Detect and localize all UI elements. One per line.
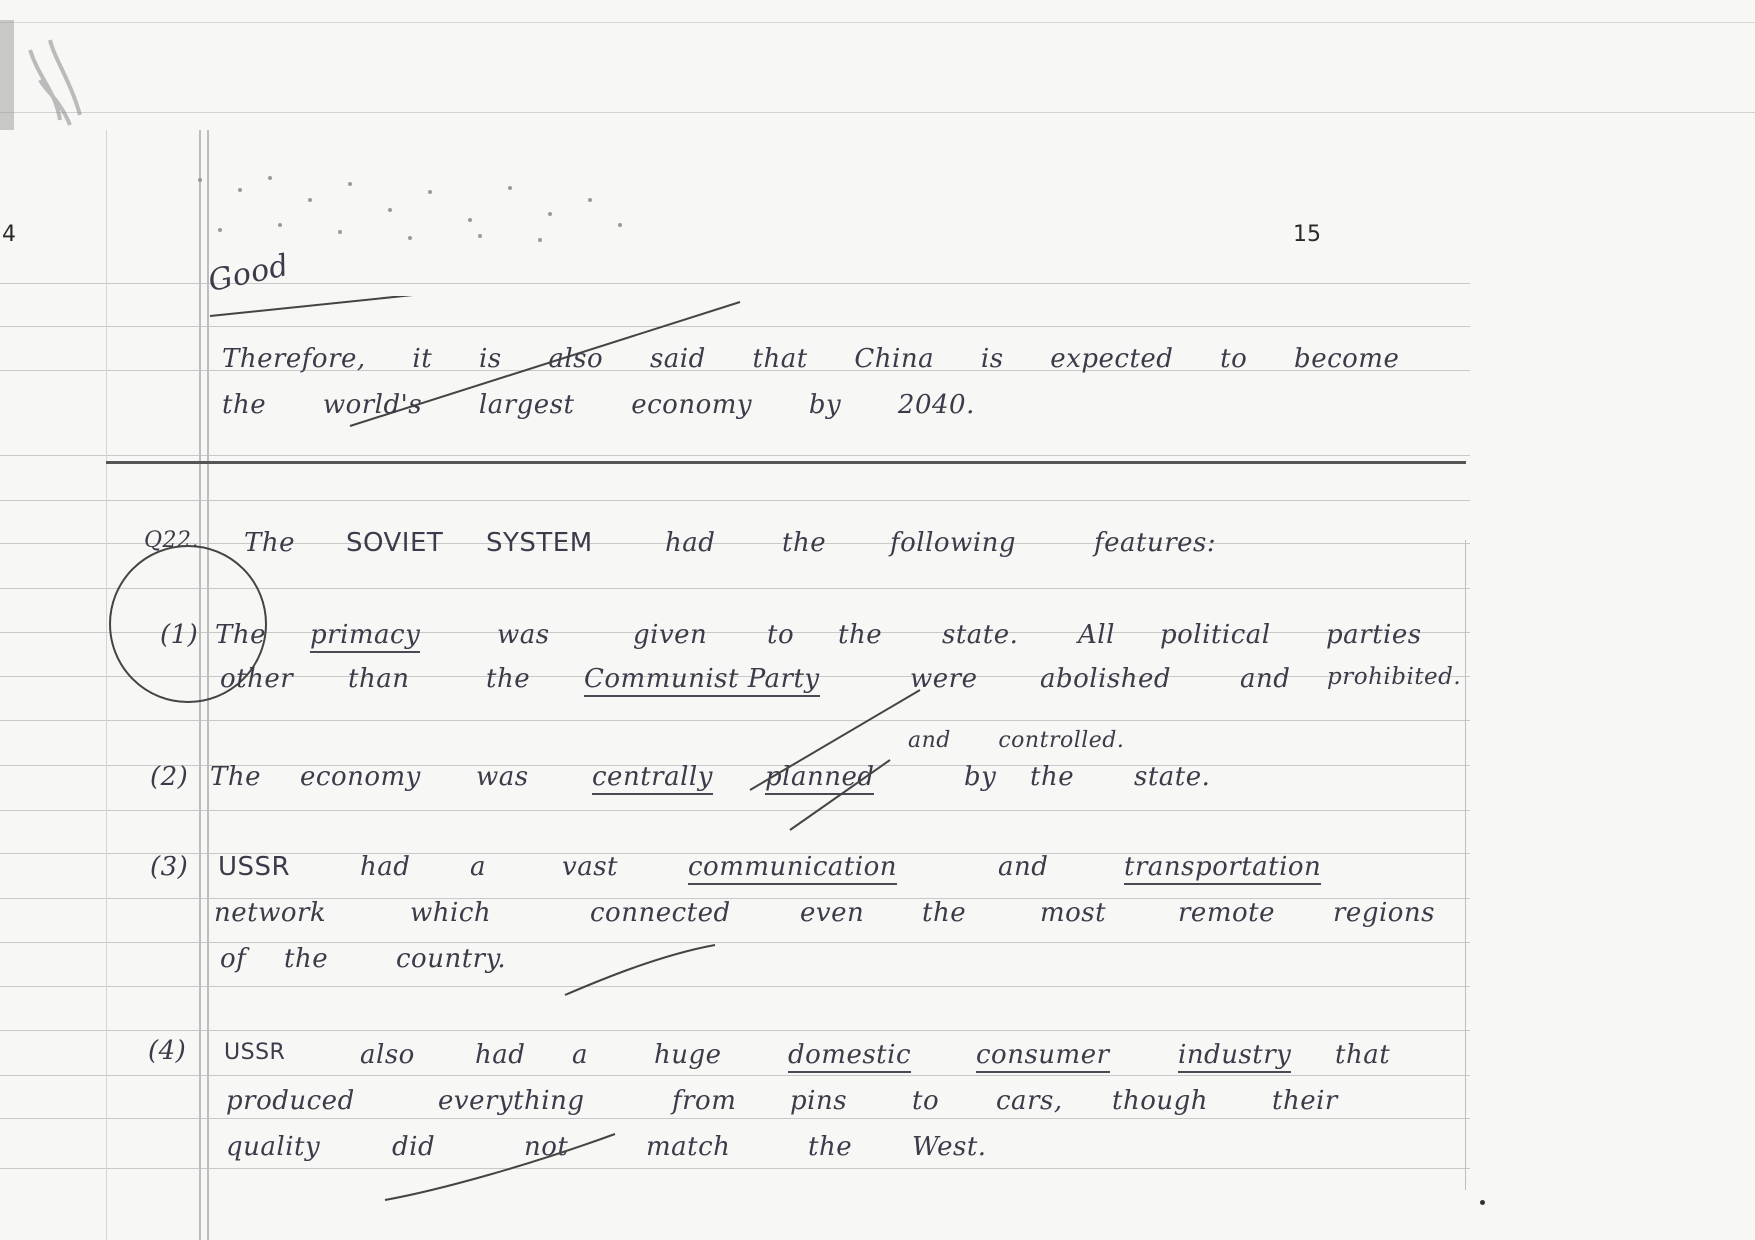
word: even <box>800 898 865 928</box>
word: connected <box>590 898 731 928</box>
word: was <box>476 762 529 792</box>
word: Communist Party <box>584 664 820 697</box>
grader-mark: Good <box>205 247 293 300</box>
heading-word: had <box>665 528 716 558</box>
word: The <box>215 620 266 650</box>
point-number: (2) <box>150 762 189 792</box>
word: The <box>210 762 261 792</box>
word: quality <box>226 1132 321 1162</box>
word: political <box>1160 620 1271 650</box>
word: parties <box>1326 620 1422 650</box>
text-line: Therefore, it is also said that China is expected to become <box>222 344 1400 374</box>
word: network <box>214 898 327 928</box>
word: were <box>910 664 978 694</box>
heading-word: SYSTEM <box>486 528 593 558</box>
word: primacy <box>310 620 420 653</box>
word: the <box>1030 762 1075 792</box>
question-label: Q22. <box>144 528 200 553</box>
word: other <box>220 664 294 694</box>
word: USSR <box>224 1040 286 1065</box>
word: to <box>767 620 795 650</box>
word: the <box>486 664 531 694</box>
word: industry <box>1178 1040 1291 1073</box>
point-number: (4) <box>148 1036 187 1066</box>
word: West. <box>912 1132 987 1162</box>
word: not <box>524 1132 569 1162</box>
word: the <box>808 1132 853 1162</box>
word: had <box>475 1040 526 1070</box>
word: pins <box>790 1086 848 1116</box>
word: consumer <box>976 1040 1110 1073</box>
word: that <box>1335 1040 1391 1070</box>
word: and <box>998 852 1049 882</box>
word: also <box>360 1040 415 1070</box>
word: country. <box>396 944 507 974</box>
word: communication <box>688 852 897 885</box>
word: state. <box>1134 762 1211 792</box>
word: from <box>672 1086 737 1116</box>
word: economy <box>300 762 421 792</box>
word: to <box>912 1086 940 1116</box>
insert-annotation: and controlled. <box>908 728 1125 753</box>
word: of <box>220 944 247 974</box>
grader-tick-line <box>560 940 720 1000</box>
word: than <box>348 664 410 694</box>
word: which <box>410 898 492 928</box>
word: the <box>922 898 967 928</box>
word: was <box>497 620 550 650</box>
point-number: (3) <box>150 852 189 882</box>
word: the <box>838 620 883 650</box>
heading-word: following <box>890 528 1017 558</box>
word: planned <box>765 762 874 795</box>
text-line: the world's largest economy by 2040. <box>222 390 975 420</box>
point-number: (1) <box>160 620 199 650</box>
left-edge-number: 4 <box>2 222 16 247</box>
word: abolished <box>1040 664 1172 694</box>
word: regions <box>1333 898 1436 928</box>
heading-word: the <box>782 528 827 558</box>
binding-texture <box>0 20 100 130</box>
grader-tick-line <box>380 1130 620 1210</box>
word: state. <box>942 620 1019 650</box>
margin-line <box>1465 540 1466 1190</box>
word: produced <box>226 1086 355 1116</box>
word: match <box>646 1132 731 1162</box>
word: All <box>1078 620 1115 650</box>
word: a <box>572 1040 589 1070</box>
stray-dot <box>1480 1200 1485 1205</box>
word: given <box>633 620 708 650</box>
page-number: 15 <box>1293 222 1321 247</box>
word: by <box>964 762 997 792</box>
dot-smudges <box>180 170 650 250</box>
heading-word: features: <box>1094 528 1217 558</box>
word: USSR <box>218 852 291 882</box>
word: vast <box>562 852 618 882</box>
heading-word: The <box>244 528 295 558</box>
word: everything <box>438 1086 585 1116</box>
word: transportation <box>1124 852 1321 885</box>
word: centrally <box>592 762 713 795</box>
word: prohibited. <box>1327 664 1462 690</box>
word: their <box>1272 1086 1338 1116</box>
heading-word: SOVIET <box>346 528 444 558</box>
word: had <box>360 852 411 882</box>
grader-tick-line <box>740 680 940 840</box>
word: cars, <box>996 1086 1063 1116</box>
word: huge <box>654 1040 722 1070</box>
word: domestic <box>788 1040 911 1073</box>
word: remote <box>1178 898 1275 928</box>
word: did <box>392 1132 436 1162</box>
word: most <box>1040 898 1107 928</box>
word: though <box>1112 1086 1208 1116</box>
word: the <box>284 944 329 974</box>
section-divider <box>106 461 1466 464</box>
grader-tick-line <box>200 296 760 456</box>
word: a <box>470 852 487 882</box>
word: and <box>1240 664 1291 694</box>
